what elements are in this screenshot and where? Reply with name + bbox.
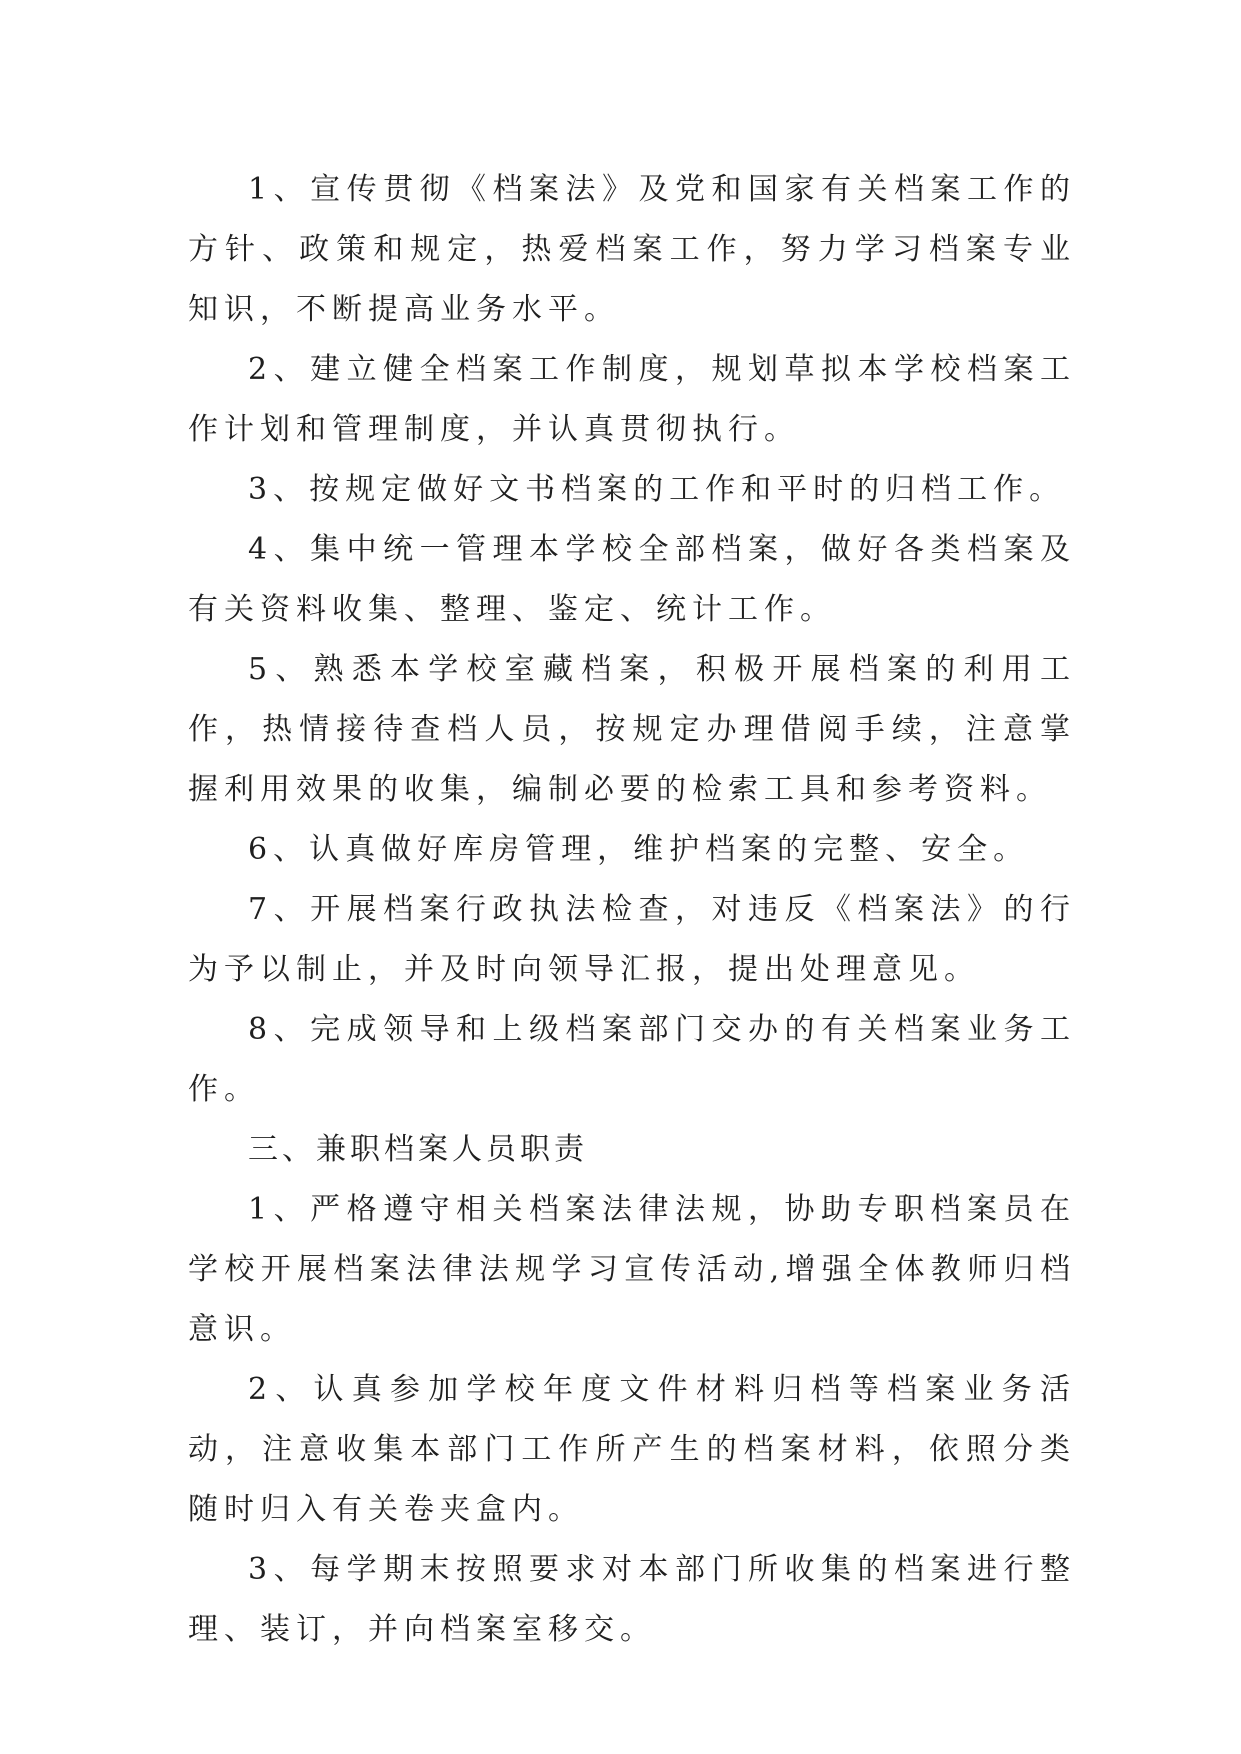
part-time-duty-item-2: 2、认真参加学校年度文件材料归档等档案业务活动，注意收集本部门工作所产生的档案材料，依照分类随时归入有关卷夹盒内。 bbox=[188, 1372, 1076, 1527]
duty-item-7: 7、开展档案行政执法检查，对违反《档案法》的行为予以制止，并及时向领导汇报，提出处理意见。 bbox=[188, 892, 1076, 987]
section-heading: 三、兼职档案人员职责 bbox=[248, 1132, 588, 1167]
duty-item-2: 2、建立健全档案工作制度，规划草拟本学校档案工作计划和管理制度，并认真贯彻执行。 bbox=[188, 352, 1076, 447]
duty-item-1: 1、宣传贯彻《档案法》及党和国家有关档案工作的方针、政策和规定，热爱档案工作，努力学习档案专业知识，不断提高业务水平。 bbox=[188, 172, 1076, 327]
duty-item-6: 6、认真做好库房管理，维护档案的完整、安全。 bbox=[248, 832, 1030, 867]
part-time-duty-item-3: 3、每学期末按照要求对本部门所收集的档案进行整理、装订，并向档案室移交。 bbox=[188, 1552, 1076, 1647]
duty-item-5: 5、熟悉本学校室藏档案，积极开展档案的利用工作，热情接待查档人员，按规定办理借阅手续，注意掌握利用效果的收集，编制必要的检索工具和参考资料。 bbox=[188, 652, 1076, 807]
duty-item-3: 3、按规定做好文书档案的工作和平时的归档工作。 bbox=[248, 472, 1066, 507]
duty-item-8: 8、完成领导和上级档案部门交办的有关档案业务工作。 bbox=[188, 1012, 1076, 1107]
duty-item-4: 4、集中统一管理本学校全部档案，做好各类档案及有关资料收集、整理、鉴定、统计工作。 bbox=[188, 532, 1076, 627]
document-body bbox=[188, 160, 1076, 1660]
part-time-duty-item-1: 1、严格遵守相关档案法律法规，协助专职档案员在学校开展档案法律法规学习宣传活动,增强全体教师归档意识。 bbox=[188, 1192, 1076, 1347]
